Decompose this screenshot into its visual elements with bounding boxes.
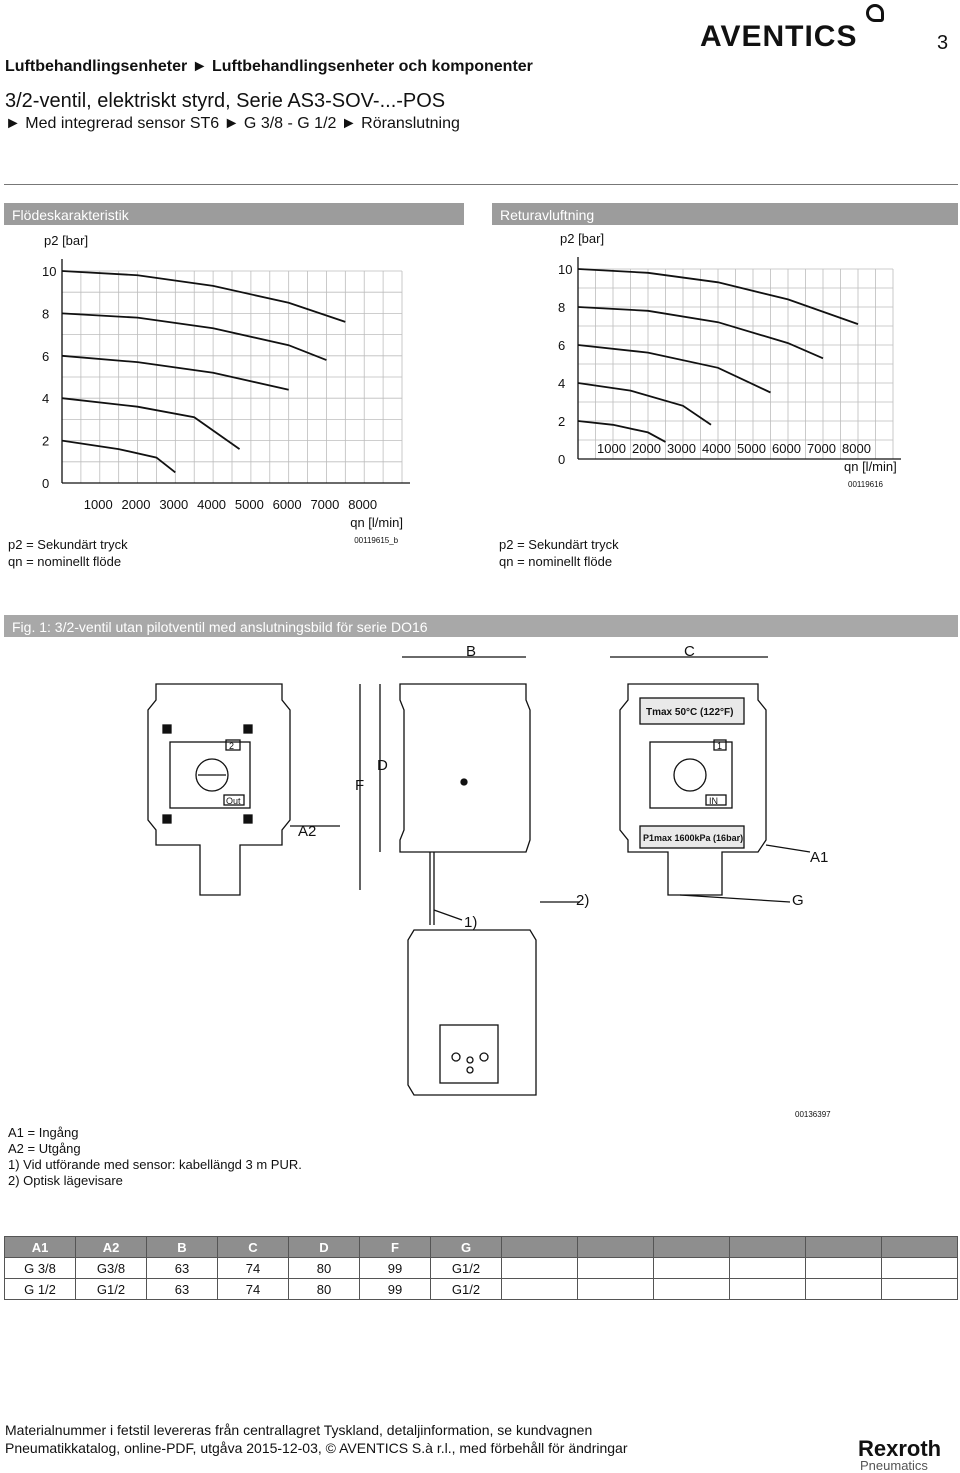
- notes-list: [8, 1125, 302, 1189]
- table-cell-empty: [730, 1279, 806, 1300]
- x-tick-label: 8000: [348, 497, 378, 512]
- position-indicator-icon: [674, 759, 706, 791]
- leader-g: [680, 895, 790, 902]
- in-label: IN: [709, 796, 718, 806]
- x-tick-label: 1000: [83, 497, 113, 512]
- series-line: [62, 271, 345, 322]
- table-cell-empty: [502, 1279, 578, 1300]
- section-figure: Fig. 1: 3/2-ventil utan pilotventil med anslutningsbild för serie DO16: [4, 615, 958, 637]
- valve-bottom-view: [408, 930, 536, 1095]
- rexroth-logo: Rexroth: [858, 1436, 942, 1461]
- tmax-text: Tmax 50°C (122°F): [646, 707, 734, 718]
- table-cell-empty: [882, 1279, 958, 1300]
- x-tick-label: 8000: [842, 441, 871, 456]
- note-item: A1 = Ingång: [8, 1125, 79, 1140]
- breadcrumb: [5, 58, 533, 76]
- out-label: Out: [226, 796, 241, 806]
- screw-hole: [244, 725, 252, 733]
- note-item: 1) Vid utförande med sensor: kabellängd 3 m PUR.: [8, 1157, 302, 1172]
- table-cell: 63: [147, 1279, 218, 1300]
- y-tick-label: 10: [42, 264, 57, 279]
- valve-side-outline: [400, 684, 530, 852]
- sensor-block: [650, 742, 732, 808]
- y-tick-label: 4: [558, 376, 566, 391]
- connection-pattern: [440, 1025, 498, 1083]
- table-header-row: [5, 1237, 958, 1258]
- figure-id: 00119615_b: [354, 536, 399, 545]
- dim-b-label: B: [466, 643, 477, 660]
- x-tick-label: 5000: [737, 441, 766, 456]
- x-tick-label: 2000: [632, 441, 661, 456]
- table-cell-empty: [654, 1258, 730, 1279]
- col-header-empty: [654, 1237, 730, 1258]
- a1-label: A1: [810, 849, 829, 866]
- arrow-icon: ►: [223, 115, 240, 132]
- port-2-label: 2: [229, 741, 235, 751]
- y-tick-label: 2: [42, 433, 50, 449]
- col-header: A2: [76, 1237, 147, 1258]
- x-tick-label: 4000: [197, 497, 227, 512]
- leader-a1: [766, 845, 810, 852]
- brand-mark-icon: [866, 4, 884, 22]
- table-cell: G1/2: [431, 1279, 502, 1300]
- y-tick-label: 8: [42, 306, 50, 322]
- port-hole: [480, 1053, 488, 1061]
- y-axis-title: p2 [bar]: [44, 233, 89, 248]
- g-label: G: [792, 892, 804, 909]
- x-tick-label: 3000: [159, 497, 189, 512]
- col-header: B: [147, 1237, 218, 1258]
- screw-hole: [244, 815, 252, 823]
- table-cell-empty: [730, 1258, 806, 1279]
- arrow-icon: ►: [340, 115, 357, 132]
- y-tick-label: 6: [42, 348, 50, 364]
- figure-id: 00119616: [848, 480, 883, 489]
- mount-point: [461, 779, 467, 785]
- dim-c-label: C: [684, 643, 695, 660]
- flow-chart: [0, 225, 470, 545]
- page-subtitle: ► Med integrerad sensor ST6 ► G 3/8 - G 1/2 ► Röranslutning: [5, 115, 460, 132]
- y-tick-label: 10: [558, 262, 573, 277]
- x-tick-label: 5000: [234, 497, 264, 512]
- breadcrumb-item[interactable]: Luftbehandlingsenheter: [5, 58, 188, 75]
- table-cell: G1/2: [76, 1279, 147, 1300]
- table-cell-empty: [806, 1258, 882, 1279]
- exhaust-chart: [490, 225, 960, 515]
- table-cell: 80: [289, 1279, 360, 1300]
- table-row: [5, 1258, 958, 1279]
- col-header-empty: [882, 1237, 958, 1258]
- page-title: 3/2-ventil, elektriskt styrd, Serie AS3-SOV-...-POS: [5, 90, 446, 112]
- table-cell: G 3/8: [5, 1258, 76, 1279]
- col-header-empty: [806, 1237, 882, 1258]
- y-tick-label: 4: [42, 391, 50, 407]
- rexroth-sub: Pneumatics: [860, 1458, 928, 1473]
- footer-line-1: Materialnummer i fetstil levereras från centrallagret Tyskland, detaljinformation, se kundvagnen: [5, 1422, 593, 1438]
- series-line: [578, 345, 771, 393]
- table-cell: 63: [147, 1258, 218, 1279]
- section-exhaust: Returavluftning: [492, 203, 958, 225]
- x-tick-label: 7000: [310, 497, 340, 512]
- x-tick-label: 6000: [272, 497, 302, 512]
- section-flow: Flödeskarakteristik: [4, 203, 464, 225]
- table-cell: G3/8: [76, 1258, 147, 1279]
- table-cell-empty: [806, 1279, 882, 1300]
- port-hole: [467, 1057, 473, 1063]
- dim-f-label: F: [355, 777, 365, 794]
- table-cell-empty: [578, 1258, 654, 1279]
- table-cell: 74: [218, 1279, 289, 1300]
- arrow-icon: ►: [5, 115, 21, 132]
- x-axis-title: qn [l/min]: [350, 515, 403, 530]
- figure-id: 00136397: [795, 1110, 831, 1119]
- col-header: F: [360, 1237, 431, 1258]
- x-axis-title: qn [l/min]: [844, 459, 897, 474]
- port-hole: [452, 1053, 460, 1061]
- table-cell-empty: [882, 1258, 958, 1279]
- table-row: [5, 1279, 958, 1300]
- table-cell: G1/2: [431, 1258, 502, 1279]
- col-header: G: [431, 1237, 502, 1258]
- y-tick-label: 6: [558, 338, 566, 353]
- y-axis-title: p2 [bar]: [560, 231, 605, 246]
- dim-d-label: D: [377, 757, 388, 774]
- col-header: D: [289, 1237, 360, 1258]
- x-tick-label: 2000: [121, 497, 151, 512]
- y-tick-label: 0: [558, 452, 566, 467]
- breadcrumb-item[interactable]: Luftbehandlingsenheter och komponenter: [211, 58, 533, 75]
- port-hole: [467, 1067, 473, 1073]
- legend-p2: p2 = Sekundärt tryck: [8, 537, 128, 552]
- x-tick-label: 3000: [667, 441, 696, 456]
- series-line: [578, 383, 711, 425]
- col-header-empty: [502, 1237, 578, 1258]
- pmax-text: P1max 1600kPa (16bar): [643, 833, 744, 843]
- footer-line-2: Pneumatikkatalog, online-PDF, utgåva 2015-12-03, © AVENTICS S.à r.l., med förbehåll för ändringar: [5, 1440, 628, 1456]
- table-cell-empty: [502, 1258, 578, 1279]
- note-2-label: 2): [576, 892, 590, 909]
- valve-bottom-outline: [408, 930, 536, 1095]
- y-tick-label: 0: [42, 476, 50, 491]
- valve-drawing: [0, 640, 960, 1120]
- dimensions-table: [4, 1236, 958, 1300]
- series-line: [578, 421, 666, 442]
- x-tick-label: 6000: [772, 441, 801, 456]
- brand-logo: AVENTICS: [700, 20, 858, 53]
- x-tick-label: 1000: [597, 441, 626, 456]
- divider: [4, 184, 958, 185]
- y-tick-label: 2: [558, 414, 566, 429]
- table-cell: G 1/2: [5, 1279, 76, 1300]
- table-cell-empty: [578, 1279, 654, 1300]
- a2-label: A2: [298, 823, 317, 840]
- x-tick-label: 7000: [807, 441, 836, 456]
- legend-qn: qn = nominellt flöde: [499, 554, 613, 569]
- note-item: A2 = Utgång: [8, 1141, 81, 1156]
- note-item: 2) Optisk lägevisare: [8, 1173, 123, 1188]
- col-header-empty: [578, 1237, 654, 1258]
- note-1-label: 1): [464, 914, 478, 931]
- legend-qn: qn = nominellt flöde: [8, 554, 122, 569]
- valve-right-view: [620, 684, 766, 895]
- table-cell: 74: [218, 1258, 289, 1279]
- valve-side-view: [400, 684, 530, 925]
- x-tick-label: 4000: [702, 441, 731, 456]
- y-tick-label: 8: [558, 300, 566, 315]
- table-cell: 99: [360, 1258, 431, 1279]
- arrow-icon: ►: [191, 58, 208, 75]
- col-header: C: [218, 1237, 289, 1258]
- col-header-empty: [730, 1237, 806, 1258]
- legend-p2: p2 = Sekundärt tryck: [499, 537, 619, 552]
- table-cell: 99: [360, 1279, 431, 1300]
- screw-hole: [163, 725, 171, 733]
- port-1-label: 1: [717, 741, 723, 751]
- leader-1: [434, 910, 462, 920]
- screw-hole: [163, 815, 171, 823]
- col-header: A1: [5, 1237, 76, 1258]
- table-cell: 80: [289, 1258, 360, 1279]
- valve-left-view: [148, 684, 290, 895]
- table-cell-empty: [654, 1279, 730, 1300]
- page-number: 3: [937, 32, 949, 54]
